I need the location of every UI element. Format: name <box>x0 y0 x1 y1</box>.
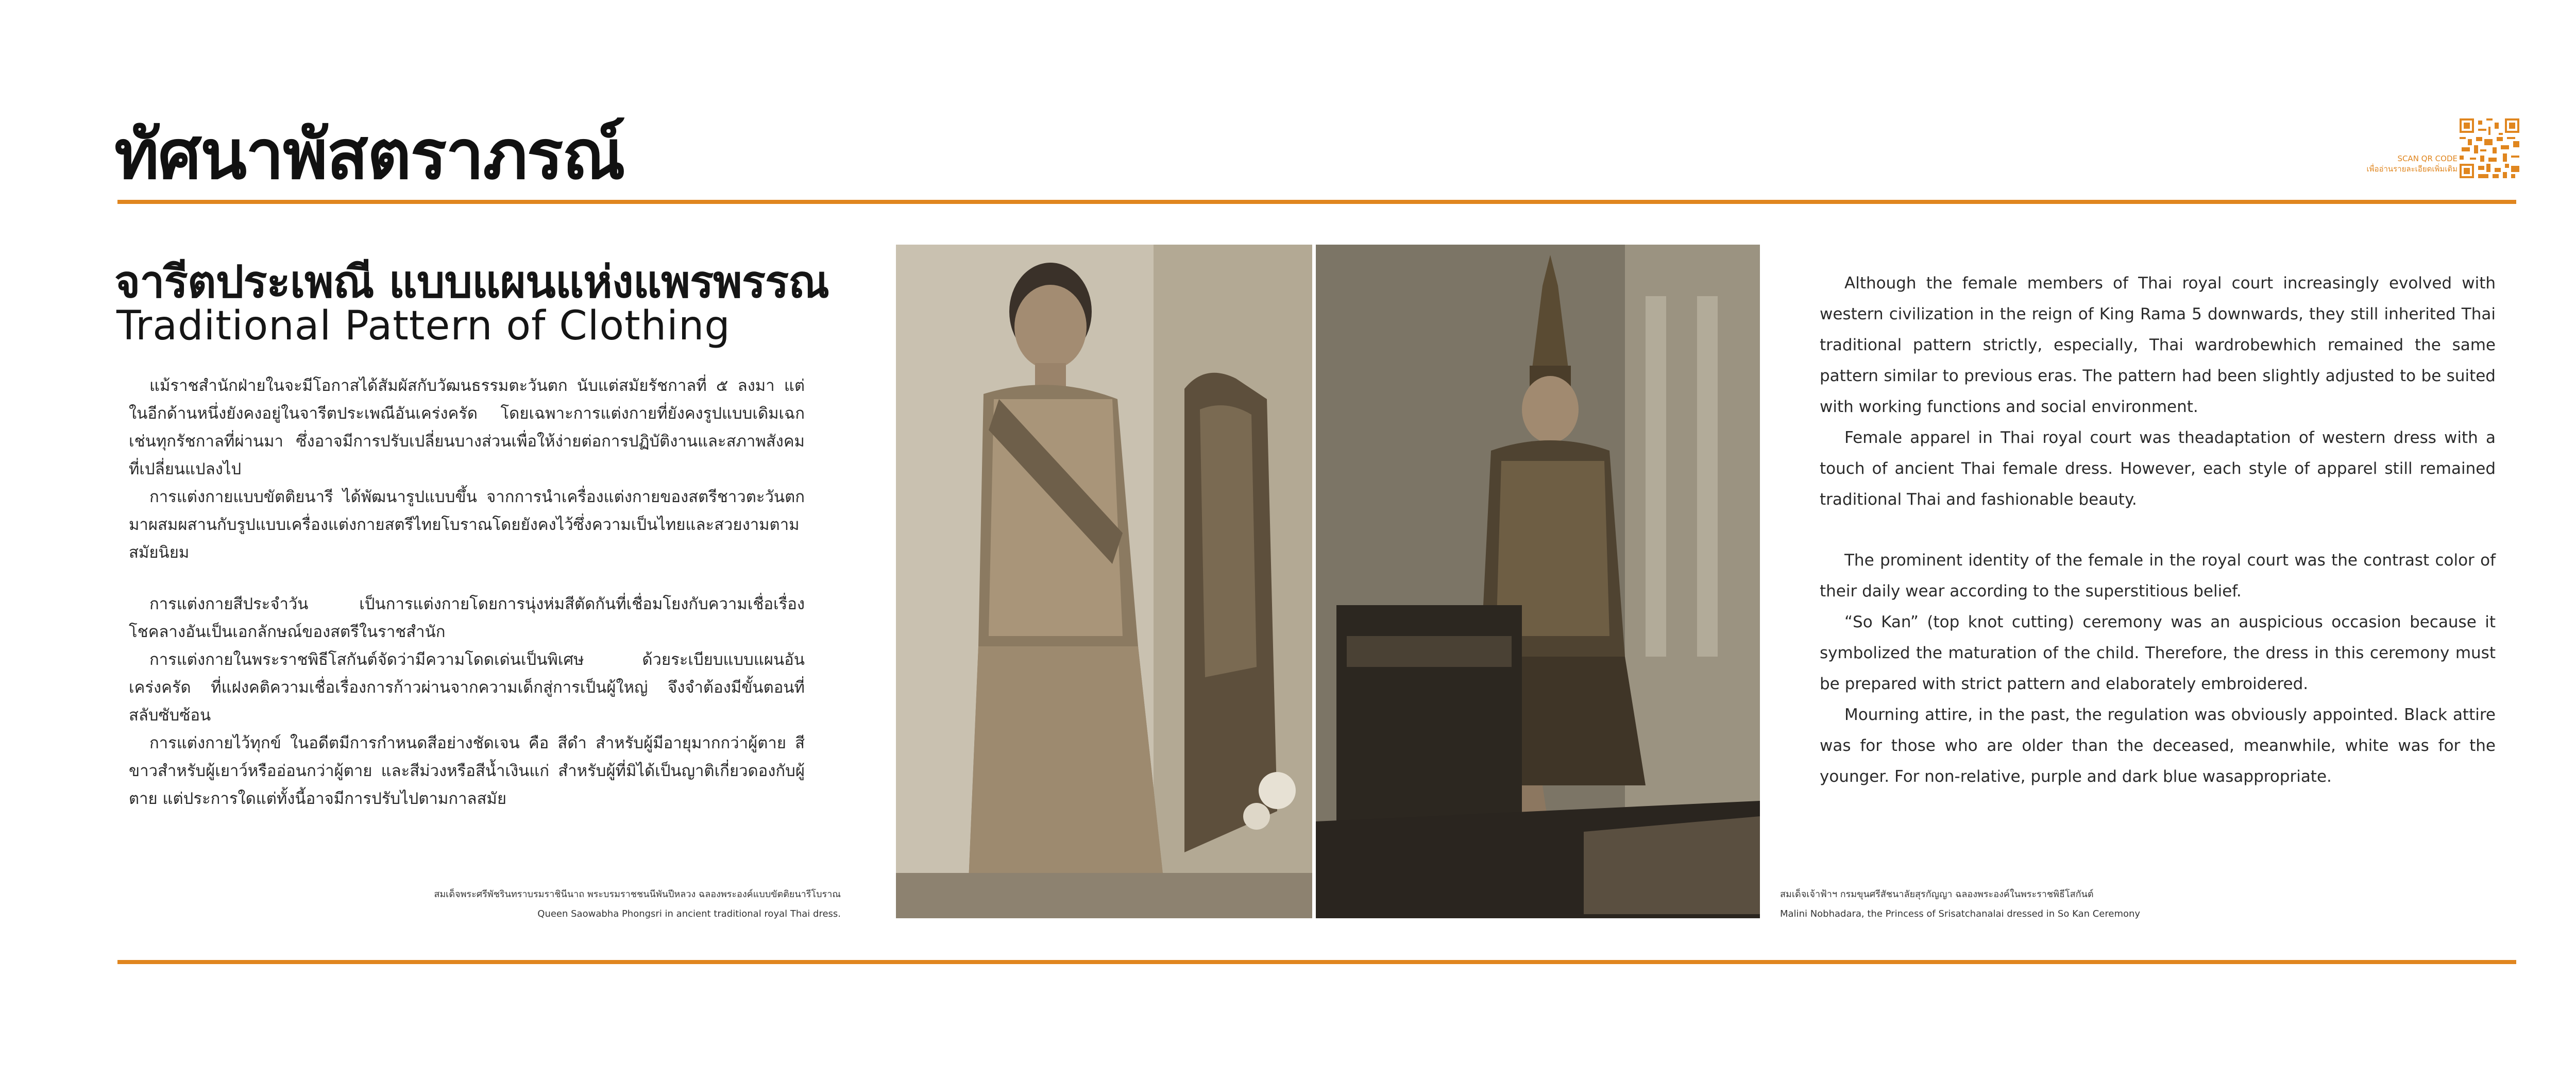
thai-text-block-1 <box>129 372 805 567</box>
thai-text-block-2 <box>129 590 805 813</box>
english-paragraph: “So Kan” (top knot cutting) ceremony was an auspicious occasion because it symbolized the maturation of the child. Therefore, the dress in this ceremony must be prepared with strict pattern and elaborately embroidered. <box>1820 613 2496 693</box>
caption-photo-2 <box>1780 885 2140 924</box>
english-paragraph: Female apparel in Thai royal court was theadaptation of western dress with a touch of ancient Thai female dress. However, each style of apparel still remained traditional Thai and fashionable beauty. <box>1820 428 2496 509</box>
caption-thai: สมเด็จเจ้าฟ้าฯ กรมขุนศรีสัชนาลัยสุรกัญญา ฉลองพระองค์ในพระราชพิธีโสกันต์ <box>1780 889 2094 900</box>
thai-paragraph: การแต่งกายสีประจำวัน เป็นการแต่งกายโดยการนุ่งห่มสีตัดกันที่เชื่อมโยงกับความเชื่อเรื่องโชคลางอันเป็นเอกลักษณ์ของสตรีในราชสำนัก <box>129 595 805 641</box>
top-divider <box>117 200 2516 204</box>
english-paragraph: Although the female members of Thai royal court increasingly evolved with western civilization in the reign of King Rama 5 downwards, they still inherited Thai traditional pattern strictly, especially, Thai wardrobewhich remained the same pattern similar to previous eras. The pattern had been slightly adjusted to be suited with working functions and social environment. <box>1820 274 2496 416</box>
section-title-english: Traditional Pattern of Clothing <box>116 303 731 349</box>
photo-queen-saowabha <box>896 245 1312 918</box>
caption-photo-1 <box>434 885 841 924</box>
thai-paragraph: การแต่งกายไว้ทุกข์ ในอดีตมีการกำหนดสีอย่างชัดเจน คือ สีดำ สำหรับผู้มีอายุมากกว่าผู้ตาย สีขาวสำหรับผู้เยาว์หรืออ่อนกว่าผู้ตาย และสีม่วงหรือสีน้ำเงินแก่ สำหรับผู้ที่มิได้เป็นญาติเกี่ยวดองกับผู้ตาย แต่ประการใดแต่ทั้งนี้อาจมีการปรับไปตามกาลสมัย <box>129 734 805 808</box>
thai-paragraph: แม้ราชสำนักฝ่ายในจะมีโอกาสได้สัมผัสกับวัฒนธรรมตะวันตก นับแต่สมัยรัชกาลที่ ๕ ลงมา แต่ในอีกด้านหนึ่งยังคงอยู่ในจารีตประเพณีอันเคร่งครัด โดยเฉพาะการแต่งกายที่ยังคงรูปแบบเดิมเฉกเช่นทุกรัชกาลที่ผ่านมา ซึ่งอาจมีการปรับเปลี่ยนบางส่วนเพื่อให้ง่ายต่อการปฏิบัติงานและสภาพสังคมที่เปลี่ยนแปลงไป <box>129 376 805 478</box>
qr-label-line2: เพื่ออ่านรายละเอียดเพิ่มเติม <box>2366 164 2458 174</box>
thai-paragraph: การแต่งกายแบบขัตติยนารี ได้พัฒนารูปแบบขึ้น จากการนำเครื่องแต่งกายของสตรีชาวตะวันตกมาผสมผสานกับรูปแบบเครื่องแต่งกายสตรีไทยโบราณโดยยังคงไว้ซึ่งความเป็นไทยและสวยงามตามสมัยนิยม <box>129 488 805 562</box>
english-paragraph: The prominent identity of the female in the royal court was the contrast color of their daily wear according to the superstitious belief. <box>1820 551 2496 600</box>
section-title-thai: จารีตประเพณี แบบแผนแห่งแพรพรรณ <box>114 256 829 308</box>
english-paragraph: Mourning attire, in the past, the regulation was obviously appointed. Black attire was for those who are older than the deceased, meanwhile, white was for the younger. For non-relative, purple and dark blue wasappropriate. <box>1820 706 2496 786</box>
qr-area <box>2329 114 2519 181</box>
caption-english: Queen Saowabha Phongsri in ancient traditional royal Thai dress. <box>537 908 841 919</box>
page-title: ทัศนาพัสตราภรณ์ <box>114 115 624 195</box>
qr-code-icon[interactable] <box>2460 118 2519 178</box>
photo-princess-srisatchanalai <box>1316 245 1760 918</box>
caption-english: Malini Nobhadara, the Princess of Srisatchanalai dressed in So Kan Ceremony <box>1780 908 2141 919</box>
qr-label <box>2366 153 2458 174</box>
caption-thai: สมเด็จพระศรีพัชรินทราบรมราชินีนาถ พระบรมราชชนนีพันปีหลวง ฉลองพระองค์แบบขัตติยนารีโบราณ <box>434 889 841 900</box>
thai-paragraph: การแต่งกายในพระราชพิธีโสกันต์จัดว่ามีความโดดเด่นเป็นพิเศษ ด้วยระเบียบแบบแผนอันเคร่งครัด ที่แฝงคติความเชื่อเรื่องการก้าวผ่านจากความเด็กสู่การเป็นผู้ใหญ่ จึงจำต้องมีขั้นตอนที่สลับซับซ้อน <box>129 650 805 725</box>
english-text-block-1 <box>1820 268 2496 515</box>
english-text-block-2 <box>1820 545 2496 792</box>
qr-label-line1: SCAN QR CODE <box>2397 154 2458 163</box>
bottom-divider <box>117 960 2516 964</box>
